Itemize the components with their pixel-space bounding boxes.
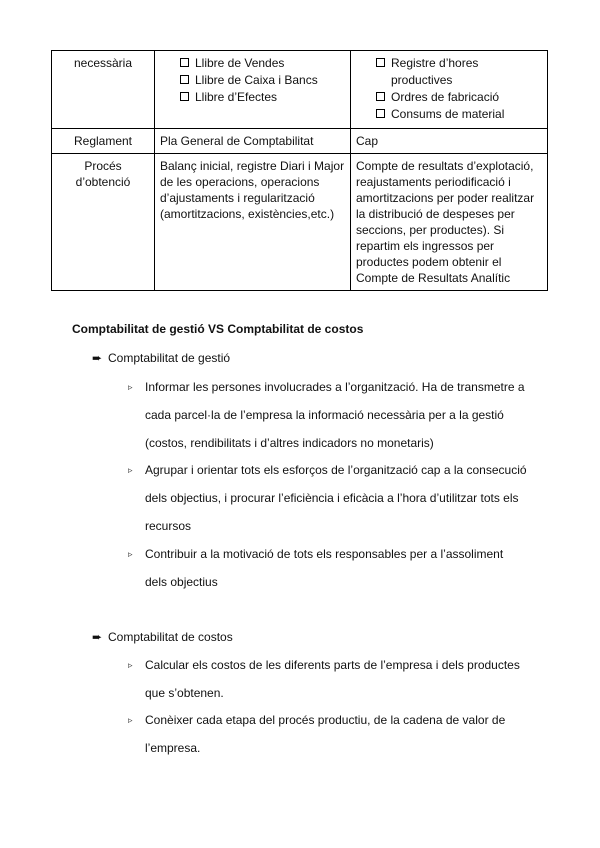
list-item: ▹ Calcular els costos de les diferents parts de l’empresa i dels productes que s’obtenen. — [128, 651, 528, 707]
triangle-bullet-icon: ▹ — [128, 715, 133, 725]
list-item: ▹ Informar les persones involucrades a l’organització. Ha de transmetre a cada parcel·la de l’empresa la informació necessària per a la gestió (costos, rendibilitats i d’altres indicadors no monetaris) — [128, 373, 528, 457]
checkbox-icon — [376, 92, 385, 101]
table-cell — [351, 51, 548, 129]
triangle-bullet-icon: ▹ — [128, 382, 133, 392]
arrow-bullet-icon: ➨ — [92, 630, 103, 644]
table-row — [52, 51, 548, 129]
list-item: Llibre de Vendes — [180, 55, 345, 72]
triangle-bullet-icon: ▹ — [128, 465, 133, 475]
checkbox-icon — [376, 109, 385, 118]
checkbox-list — [356, 55, 542, 123]
list-item: Registre d’hores productives — [376, 55, 512, 89]
bullet-gestio — [92, 351, 230, 365]
table-row — [52, 129, 548, 154]
list-item: Llibre de Caixa i Bancs — [180, 72, 345, 89]
row-label: Reglament — [52, 129, 155, 154]
row-label: necessària — [52, 51, 155, 129]
bullet-title: Comptabilitat de gestió — [108, 351, 231, 365]
list-item: Llibre d’Efectes — [180, 89, 345, 106]
checkbox-icon — [376, 58, 385, 67]
list-item: Ordres de fabricació — [376, 89, 512, 106]
comparison-table — [51, 50, 548, 291]
triangle-bullet-icon: ▹ — [128, 549, 133, 559]
section-heading: Comptabilitat de gestió VS Comptabilitat de costos — [72, 322, 364, 336]
table-cell: Balanç inicial, registre Diari i Major de les operacions, operacions d’ajustaments i regularització (amortitzacions, existències,etc.) — [155, 154, 351, 291]
arrow-bullet-icon: ➨ — [92, 351, 103, 365]
list-item: ▹ Agrupar i orientar tots els esforços de l’organització cap a la consecució dels objectius, i procurar l’eficiència i eficàcia a l’hora d’utilitzar tots els recursos — [128, 456, 528, 540]
table-row — [52, 154, 548, 291]
table-cell — [155, 51, 351, 129]
triangle-bullet-icon: ▹ — [128, 660, 133, 670]
list-item: Consums de material — [376, 106, 512, 123]
table-cell: Compte de resultats d’explotació, reajustaments periodificació i amortitzacions per poder realitzar la distribució de despeses per seccions, per productes). Si repartim els ingressos per productes podem obtenir el Compte de Resultats Analític — [351, 154, 548, 291]
list-item: ▹ Contribuir a la motivació de tots els responsables per a l’assoliment dels objectius — [128, 540, 528, 596]
table-cell: Pla General de Comptabilitat — [155, 129, 351, 154]
checkbox-icon — [180, 92, 189, 101]
bullet-title: Comptabilitat de costos — [108, 630, 233, 644]
checkbox-icon — [180, 75, 189, 84]
table-cell: Cap — [351, 129, 548, 154]
row-label: Procés d’obtenció — [52, 154, 155, 291]
checkbox-list — [160, 55, 345, 106]
checkbox-icon — [180, 58, 189, 67]
bullet-costos — [92, 630, 233, 644]
list-item: ▹ Conèixer cada etapa del procés productiu, de la cadena de valor de l’empresa. — [128, 706, 528, 762]
